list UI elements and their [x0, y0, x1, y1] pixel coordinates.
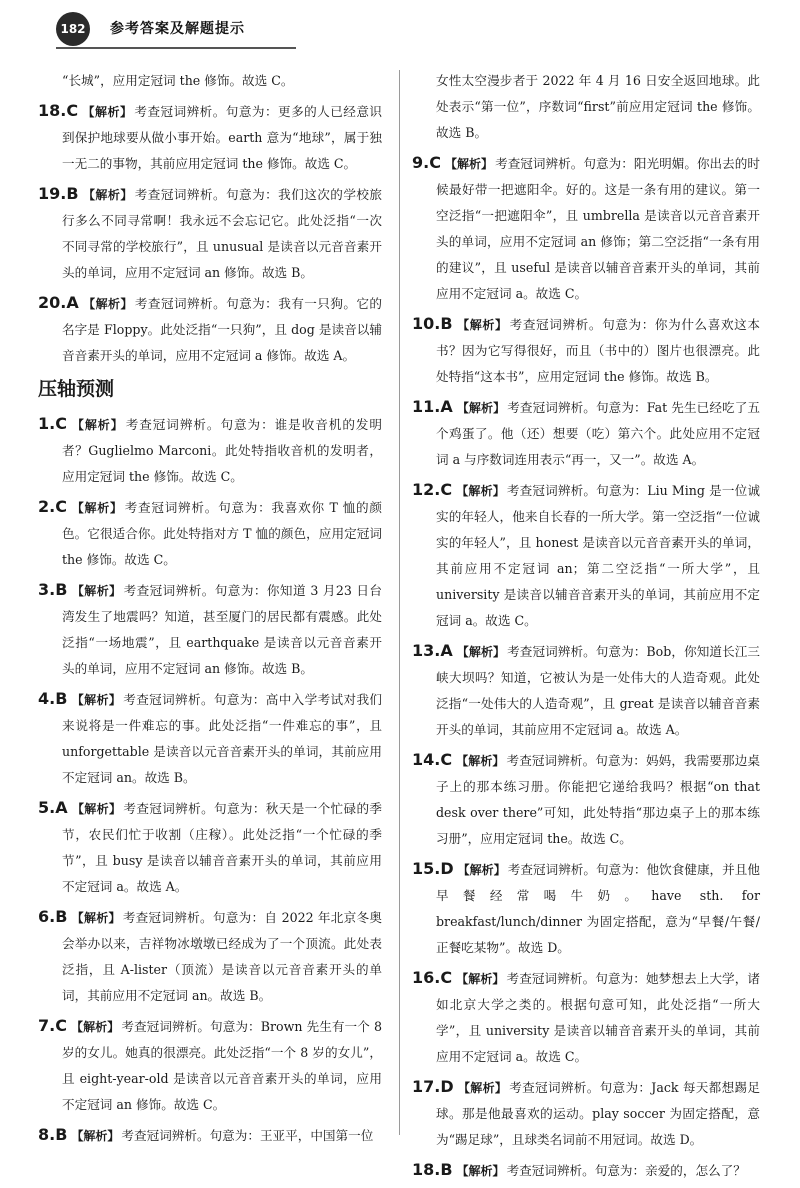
analysis-tag: 【解析】	[444, 157, 494, 171]
header-rule	[56, 47, 296, 49]
answer-explanation: 考查冠词辨析。句意为：Brown 先生有一个 8 岁的女儿。她真的很漂亮。此处泛指“一个 8 岁的女儿”，且 eight-year-old 是读音以元音音素开头的单词，应用不定冠词 an 修饰。故选 C。	[62, 1019, 382, 1112]
answer-explanation: 考查冠词辨析。句意为：阳光明媚。你出去的时候最好带一把遮阳伞。好的。这是一条有用的建议。第一空泛指“一把遮阳伞”，且 umbrella 是读音以元音音素开头的单词，应用不定冠词 an 修饰；第二空泛指“一条有用的建议”，且 useful 是读音以辅音音素开头的单词，其前应用不定冠词 a。故选 C。	[436, 156, 760, 301]
answer-number: 13.A	[412, 641, 453, 660]
answer-number: 9.C	[412, 153, 441, 172]
analysis-tag: 【解析】	[70, 418, 124, 432]
answer-number: 12.C	[412, 480, 453, 499]
answer-number: 8.B	[38, 1125, 68, 1144]
answer-explanation: 考查冠词辨析。句意为：Jack 每天都想踢足球。那是他最喜欢的运动。play soccer 为固定搭配，意为“踢足球”，且球类名词前不用冠词。故选 D。	[436, 1080, 760, 1147]
answer-item	[412, 311, 760, 390]
answer-item	[412, 394, 760, 473]
answer-explanation: 考查冠词辨析。句意为：自 2022 年北京冬奥会举办以来，吉祥物冰墩墩已经成为了一个顶流。此处表泛指，且 A-lister（顶流）是读音以元音音素开头的单词，其前应用不定冠词 an。故选 B。	[62, 910, 382, 1003]
answer-item	[38, 181, 382, 286]
answer-explanation: 考查冠词辨析。句意为：我有一只狗。它的名字是 Floppy。此处泛指“一只狗”，且 dog 是读音以辅音音素开头的单词，应用不定冠词 a 修饰。故选 A。	[62, 296, 382, 363]
answer-number: 4.B	[38, 689, 68, 708]
answer-explanation: 考查冠词辨析。句意为：王亚平，中国第一位	[121, 1128, 374, 1143]
answer-number: 3.B	[38, 580, 68, 599]
analysis-tag: 【解析】	[456, 484, 505, 498]
answer-item	[412, 856, 760, 961]
analysis-tag: 【解析】	[457, 1081, 508, 1095]
left-column	[38, 68, 382, 1153]
answer-item	[412, 747, 760, 852]
answer-explanation: 考查冠词辨析。句意为：亲爱的，怎么了？	[506, 1163, 746, 1178]
answer-number: 16.C	[412, 968, 453, 987]
answer-explanation: 考查冠词辨析。句意为：Bob，你知道长江三峡大坝吗？知道，它被认为是一处伟大的人造奇观。此处泛指“一处伟大的人造奇观”，且 great 是读音以辅音音素开头的单词，其前应用不定冠词 a。故选 A。	[436, 644, 760, 737]
continuation-text: “长城”，应用定冠词 the 修饰。故选 C。	[62, 73, 294, 88]
answer-number: 18.B	[412, 1160, 453, 1179]
answer-number: 2.C	[38, 497, 67, 516]
answer-number: 18.C	[38, 101, 79, 120]
answer-explanation: 考查冠词辨析。句意为：你知道 3 月23 日台湾发生了地震吗？知道，甚至厦门的居民都有震感。此处泛指“一场地震”，且 earthquake 是读音以元音音素开头的单词，应用不定冠词 an 修饰。故选 B。	[62, 583, 382, 676]
analysis-tag: 【解析】	[71, 1129, 120, 1143]
analysis-tag: 【解析】	[457, 863, 506, 877]
answer-item	[38, 411, 382, 490]
answer-number: 7.C	[38, 1016, 67, 1035]
analysis-tag: 【解析】	[456, 401, 506, 415]
analysis-tag: 【解析】	[456, 972, 505, 986]
answer-item	[38, 290, 382, 369]
section-title: 压轴预测	[38, 378, 115, 400]
analysis-tag: 【解析】	[82, 188, 133, 202]
analysis-tag: 【解析】	[82, 297, 133, 311]
answer-item	[412, 1074, 760, 1153]
answer-list	[412, 150, 760, 1184]
answer-number: 14.C	[412, 750, 453, 769]
answer-explanation: 考查冠词辨析。句意为：她梦想去上大学，诸如北京大学之类的。根据句意可知，此处泛指“一所大学”，且 university 是读音以辅音音素开头的单词，其前应用不定冠词 a。故选 C。	[436, 971, 760, 1064]
answer-item	[412, 150, 760, 307]
answer-list-after	[38, 411, 382, 1149]
answer-item	[38, 795, 382, 900]
answer-explanation: 考查冠词辨析。句意为：妈妈，我需要那边桌子上的那本练习册。你能把它递给我吗？根据“on that desk over there”可知，此处特指“那边桌子上的那本练习册”，应用定冠词 the。故选 C。	[436, 753, 760, 846]
analysis-tag: 【解析】	[71, 693, 122, 707]
answer-explanation: 考查冠词辨析。句意为：我们这次的学校旅行多么不同寻常啊！我永远不会忘记它。此处泛指“一次不同寻常的学校旅行”，且 unusual 是读音以元音音素开头的单词，应用不定冠词 an 修饰。故选 B。	[62, 187, 382, 280]
analysis-tag: 【解析】	[71, 911, 121, 925]
analysis-tag: 【解析】	[456, 318, 508, 332]
analysis-tag: 【解析】	[70, 1020, 120, 1034]
answer-item	[38, 904, 382, 1009]
answer-item	[38, 577, 382, 682]
answer-item	[38, 686, 382, 791]
answer-number: 15.D	[412, 859, 454, 878]
answer-item	[412, 477, 760, 634]
answer-explanation: 考查冠词辨析。句意为：谁是收音机的发明者？Guglielmo Marconi。此处特指收音机的发明者，应用定冠词 the 修饰。故选 C。	[62, 417, 382, 484]
analysis-tag: 【解析】	[456, 1164, 505, 1178]
answer-number: 6.B	[38, 907, 68, 926]
answer-explanation: 考查冠词辨析。句意为：秋天是一个忙碌的季节，农民们忙于收割（庄稼）。此处泛指“一个忙碌的季节”，且 busy 是读音以辅音音素开头的单词，其前应用不定冠词 a。故选 A。	[62, 801, 382, 894]
page-number-badge: 182	[56, 12, 90, 46]
answer-number: 11.A	[412, 397, 453, 416]
continuation-text: 女性太空漫步者于 2022 年 4 月 16 日安全返回地球。此处表示“第一位”，序数词“first”前应用定冠词 the 修饰。故选 B。	[436, 73, 760, 140]
analysis-tag: 【解析】	[71, 802, 122, 816]
right-column	[412, 68, 760, 1188]
analysis-tag: 【解析】	[70, 501, 123, 515]
column-divider	[399, 70, 400, 1135]
answer-number: 5.A	[38, 798, 68, 817]
answer-item	[412, 965, 760, 1070]
answer-explanation: 考查冠词辨析。句意为：Liu Ming 是一位诚实的年轻人，他来自长春的一所大学。第一空泛指“一位诚实的年轻人”，且 honest 是读音以元音音素开头的单词，其前应用不定冠词 an；第二空泛指“一所大学”，且 university 是读音以辅音音素开头的单词，其前应用不定冠词 a。故选 C。	[436, 483, 760, 628]
analysis-tag: 【解析】	[82, 105, 133, 119]
analysis-tag: 【解析】	[71, 584, 122, 598]
answer-explanation: 考查冠词辨析。句意为：高中入学考试对我们来说将是一件难忘的事。此处泛指“一件难忘的事”，且 unforgettable 是读音以元音音素开头的单词，其前应用不定冠词 an。故选 B。	[62, 692, 382, 785]
answer-item	[38, 494, 382, 573]
answer-item	[412, 638, 760, 743]
answer-item	[38, 98, 382, 177]
answer-explanation: 考查冠词辨析。句意为：你为什么喜欢这本书？因为它写得很好，而且（书中的）图片也很漂亮。此处特指“这本书”，应用定冠词 the 修饰。故选 B。	[436, 317, 760, 384]
answer-number: 1.C	[38, 414, 67, 433]
answer-explanation: 考查冠词辨析。句意为：更多的人已经意识到保护地球要从做小事开始。earth 意为“地球”，属于独一无二的事物，其前应用定冠词 the 修饰。故选 C。	[62, 104, 382, 171]
answer-explanation: 考查冠词辨析。句意为：Fat 先生已经吃了五个鸡蛋了。他（还）想要（吃）第六个。此处应用不定冠词 a 与序数词连用表示“再一，又一”。故选 A。	[436, 400, 760, 467]
answer-number: 20.A	[38, 293, 79, 312]
answer-number: 10.B	[412, 314, 453, 333]
answer-number: 17.D	[412, 1077, 454, 1096]
answer-explanation: 考查冠词辨析。句意为：我喜欢你 T 恤的颜色。它很适合你。此处特指对方 T 恤的颜色，应用定冠词 the 修饰。故选 C。	[62, 500, 382, 567]
analysis-tag: 【解析】	[456, 754, 505, 768]
answer-item	[38, 1013, 382, 1118]
answer-number: 19.B	[38, 184, 79, 203]
answer-explanation: 考查冠词辨析。句意为：他饮食健康，并且他早餐经常喝牛奶。have sth. for breakfast/lunch/dinner 为固定搭配，意为“早餐/午餐/正餐吃某物”。故选 D。	[436, 862, 760, 955]
answer-item	[412, 1157, 760, 1184]
page-header	[0, 0, 800, 58]
analysis-tag: 【解析】	[456, 645, 506, 659]
header-title: 参考答案及解题提示	[110, 21, 245, 37]
answer-list-before	[38, 98, 382, 369]
